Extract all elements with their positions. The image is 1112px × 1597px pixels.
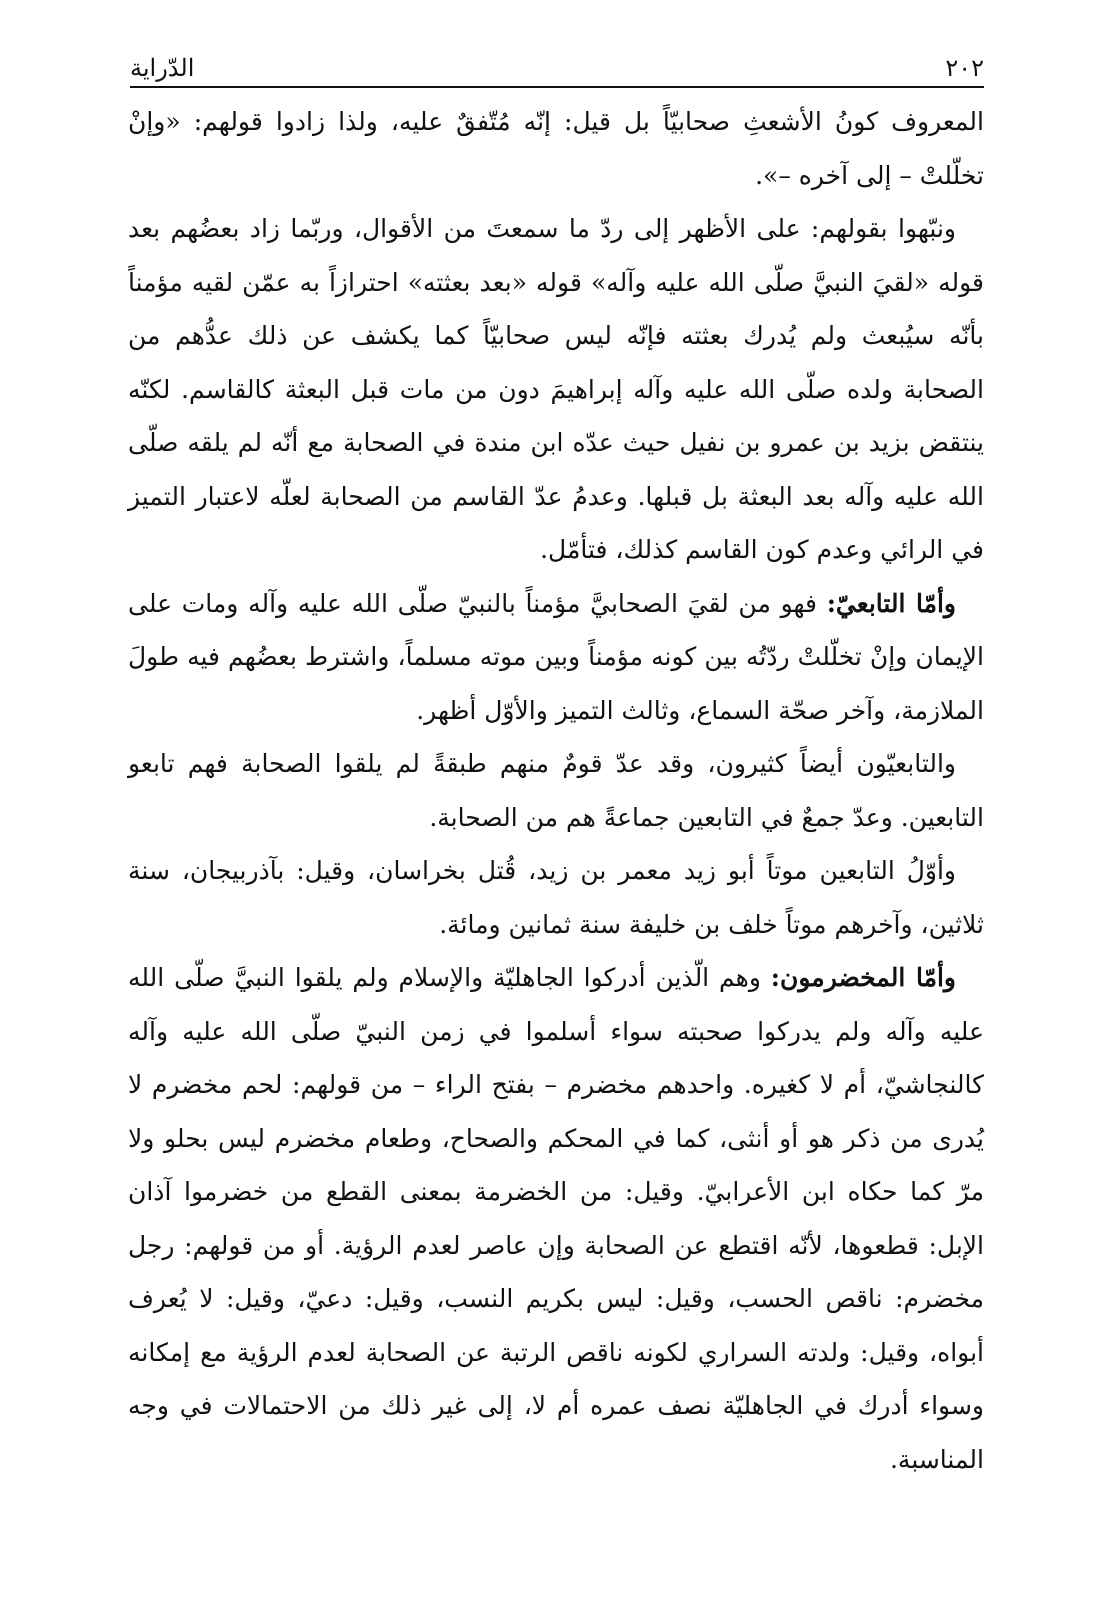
paragraph bbox=[128, 202, 984, 577]
paragraph bbox=[128, 951, 984, 1486]
page-number: ٢٠٢ bbox=[945, 54, 984, 82]
paragraph bbox=[128, 844, 984, 951]
paragraph-lead: وأمّا المخضرمون: bbox=[770, 963, 956, 992]
paragraph-text: والتابعيّون أيضاً كثيرون، وقد عدّ قومٌ منهم طبقةً لم يلقوا الصحابة فهم تابعو التابعين. وعدّ جمعٌ في التابعين جماعةً هم من الصحابة. bbox=[128, 749, 984, 832]
paragraph bbox=[128, 95, 984, 202]
page-header bbox=[130, 40, 984, 88]
paragraph-text: فهو من لقيَ الصحابيَّ مؤمناً بالنبيّ صلّى الله عليه وآله ومات على الإيمان وإنْ تخلّلتْ ردّتُه بين كونه مؤمناً وبين موته مسلماً، واشترط بعضُهم فيه طولَ الملازمة، وآخر صحّة السماع، وثالث التميز والأوّل أظهر. bbox=[128, 588, 984, 725]
paragraph bbox=[128, 577, 984, 738]
paragraph-text: وأوّلُ التابعين موتاً أبو زيد معمر بن زيد، قُتل بخراسان، وقيل: بآذربيجان، سنة ثلاثين، وآخرهم موتاً خلف بن خليفة سنة ثمانين ومائة. bbox=[128, 856, 984, 939]
body-text bbox=[128, 95, 984, 1486]
paragraph-text: ونبّهوا بقولهم: على الأظهر إلى ردّ ما سمعتَ من الأقوال، وربّما زاد بعضُهم بعد قوله «لقيَ النبيَّ صلّى الله عليه وآله» قوله «بعد بعثته» احترازاً به عمّن لقيه مؤمناً بأنّه سيُبعث ولم يُدرك بعثته فإنّه ليس صحابيّاً كما يكشف عن ذلك عدُّهم من الصحابة ولده صلّى الله عليه وآله إبراهيمَ دون من مات قبل البعثة كالقاسم. لكنّه ينتقض بزيد بن عمرو بن نفيل حيث عدّه ابن مندة في الصحابة مع أنّه لم يلقه صلّى الله عليه وآله بعد البعثة بل قبلها. وعدمُ عدّ القاسم من الصحابة لعلّه لاعتبار التميز في الرائي وعدم كون القاسم كذلك، فتأمّل. bbox=[128, 214, 984, 564]
paragraph-lead: وأمّا التابعيّ: bbox=[826, 588, 956, 618]
paragraph-text: المعروف كونُ الأشعثِ صحابيّاً بل قيل: إنّه مُتّفقٌ عليه، ولذا زادوا قولهم: «وإنْ تخلّلتْ – إلى آخره –». bbox=[128, 107, 984, 190]
running-title: الدّراية bbox=[130, 54, 195, 82]
paragraph-text: وهم الّذين أدركوا الجاهليّة والإسلام ولم يلقوا النبيَّ صلّى الله عليه وآله ولم يدركوا صحبته سواء أسلموا في زمن النبيّ صلّى الله عليه وآله كالنجاشيّ، أم لا كغيره. واحدهم مخضرم – بفتح الراء – من قولهم: لحم مخضرم لا يُدرى من ذكر هو أو أنثى، كما في المحكم والصحاح، وطعام مخضرم ليس بحلو ولا مرّ كما حكاه ابن الأعرابيّ. وقيل: من الخضرمة بمعنى القطع من خضرموا آذان الإبل: قطعوها، لأنّه اقتطع عن الصحابة وإن عاصر لعدم الرؤية. أو من قولهم: رجل مخضرم: ناقص الحسب، وقيل: ليس بكريم النسب، وقيل: دعيّ، وقيل: لا يُعرف أبواه، وقيل: ولدته السراري لكونه ناقص الرتبة عن الصحابة لعدم الرؤية مع إمكانه وسواء أدرك في الجاهليّة نصف عمره أم لا، إلى غير ذلك من الاحتمالات في وجه المناسبة. bbox=[128, 963, 984, 1474]
paragraph bbox=[128, 737, 984, 844]
